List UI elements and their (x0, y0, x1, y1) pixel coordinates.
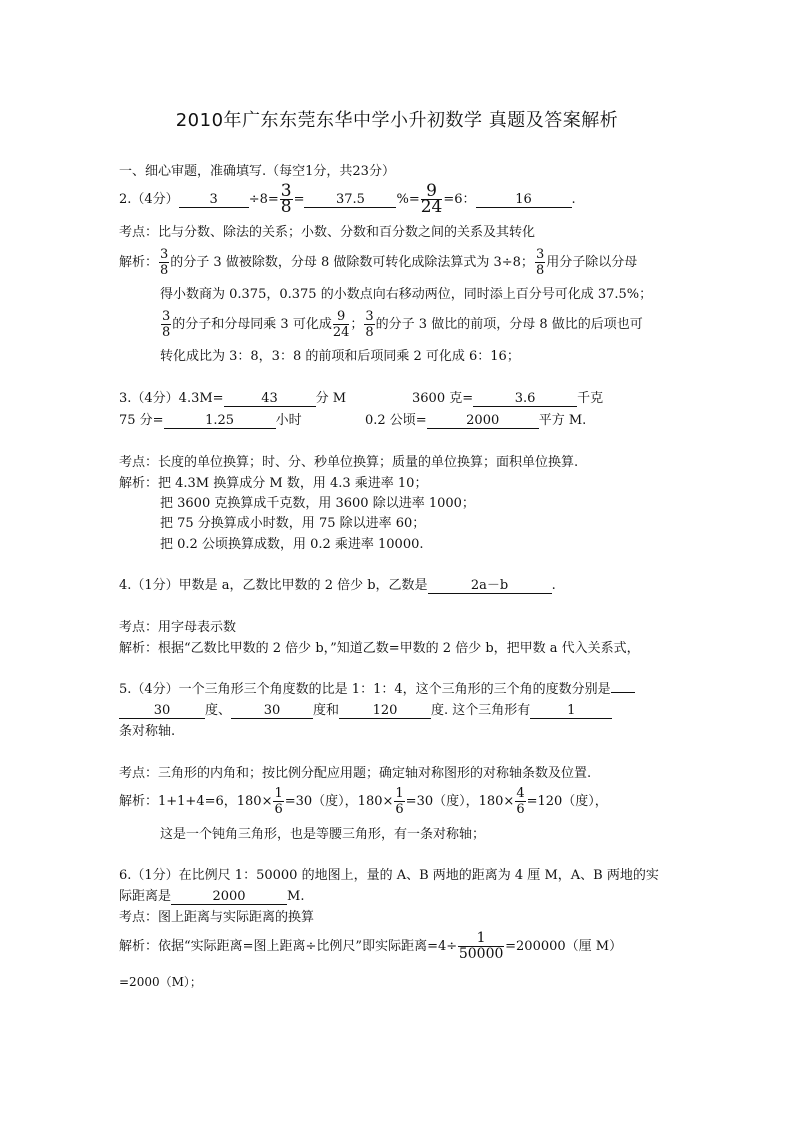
frac-den: 6 (516, 802, 525, 817)
page-title: 2010年广东东莞东华中学小升初数学 真题及答案解析 (175, 110, 619, 131)
q2-text: = (293, 192, 305, 207)
frac-den: 8 (160, 263, 169, 278)
q2-jiexi-line-4: 转化成比为 3：8，3：8 的前项和后项同乘 2 可化成 6：16； (160, 349, 520, 364)
q5-answer-4: 1 (530, 704, 612, 719)
q2-jiexi-line-2: 得小数商为 0.375，0.375 的小数点向右移动两位，同时添上百分号可化成 37.5%； (160, 287, 653, 302)
frac-num: 9 (333, 309, 350, 325)
fraction (273, 786, 283, 817)
jiexi-text: 的分子 3 做比的前项，分母 8 做比的后项也可 (375, 317, 643, 332)
frac-num: 3 (280, 181, 292, 201)
q5-blank-lead (611, 692, 635, 693)
q2-text: %= (396, 192, 420, 207)
q2-jiexi-line-3 (160, 309, 643, 340)
q3-jiexi-line-4: 把 0.2 公顷换算成数，用 0.2 乘进率 10000. (160, 537, 424, 552)
question-6-line-2 (119, 887, 304, 907)
q2-text: . (571, 192, 576, 207)
jiexi-text: ； (350, 317, 364, 332)
q6-answer-1: 2000 (171, 890, 287, 905)
fraction (364, 309, 374, 340)
q3-unit: 小时 (275, 413, 302, 428)
q6-kaodian: 考点：图上距离与实际距离的换算 (119, 910, 315, 925)
q3-unit: 平方 M. (538, 413, 587, 428)
frac-num: 1 (274, 786, 283, 801)
fraction (333, 309, 350, 340)
q5-jiexi-line-2: 这是一个钝角三角形，也是等腰三角形，有一条对称轴； (160, 827, 486, 842)
jiexi-text: =120（度）， (526, 794, 608, 809)
q4-answer-1: 2a－b (428, 579, 552, 594)
question-5-line-3: 条对称轴. (119, 724, 176, 739)
q3-text: 0.2 公顷= (365, 413, 427, 428)
fraction (394, 786, 404, 817)
section-heading: 一、细心审题，准确填写.（每空1分，共23分） (119, 164, 395, 179)
q2-answer-1: 3 (179, 193, 249, 208)
fraction (515, 786, 525, 817)
q2-fraction-3-8 (280, 181, 293, 217)
q3-jiexi-line-2: 把 3600 克换算成千克数，用 3600 除以进率 1000； (160, 496, 475, 511)
q5-jiexi-line-1 (119, 786, 608, 817)
q2-answer-2: 37.5 (304, 193, 396, 208)
q4-kaodian: 考点：用字母表示数 (119, 620, 237, 635)
frac-den: 8 (535, 263, 545, 278)
jiexi-text: 解析：依据“实际距离=图上距离÷比例尺”即实际距离=4÷ (119, 939, 458, 954)
question-5-line-2 (119, 701, 612, 721)
question-3-line-2 (119, 411, 302, 431)
q3-jiexi-line-3: 把 75 分换算成小时数，用 75 除以进率 60； (160, 516, 426, 531)
question-3-part-2 (412, 389, 603, 409)
frac-den: 6 (395, 802, 404, 817)
q4-jiexi-line-1: 解析：根据“乙数比甲数的 2 倍少 b，”知道乙数=甲数的 2 倍少 b，把甲数 a 代入关系式， (119, 641, 640, 656)
q2-text: ÷8= (248, 192, 279, 207)
q3-answer-2: 3.6 (473, 392, 577, 407)
q4-prefix: 4.（1分）甲数是 a，乙数比甲数的 2 倍少 b，乙数是 (119, 578, 428, 593)
q2-fraction-9-24 (420, 181, 443, 217)
frac-den: 8 (280, 197, 292, 217)
frac-num: 9 (421, 184, 443, 200)
q6-jiexi-line-1 (119, 931, 622, 963)
jiexi-text: =30（度），180× (284, 794, 394, 809)
q6-text: 际距离是 (119, 889, 172, 904)
q3-unit: 千克 (577, 391, 604, 406)
jiexi-text: 的分子 3 做被除数，分母 8 做除数可转化成除法算式为 3÷8； (170, 255, 534, 270)
q3-text: 3600 克= (412, 391, 474, 406)
q5-kaodian: 考点：三角形的内角和；按比例分配应用题；确定轴对称图形的对称轴条数及位置. (119, 766, 592, 781)
q3-jiexi-line-1: 解析：把 4.3M 换算成分 M 数，用 4.3 乘进率 10； (119, 476, 428, 491)
q5-text: 度. 这个三角形有 (431, 703, 531, 718)
jiexi-text: 的分子和分母同乘 3 可化成 (172, 317, 332, 332)
q5-text: 度、 (205, 703, 232, 718)
q3-text: 75 分= (119, 413, 164, 428)
fraction (159, 247, 169, 278)
fraction (161, 309, 171, 340)
q5-answer-3: 120 (339, 704, 431, 719)
frac-den: 24 (420, 197, 443, 217)
question-3-part-4 (365, 411, 586, 431)
q3-answer-3: 1.25 (164, 414, 276, 429)
frac-num: 3 (160, 247, 169, 262)
q6-text: M. (287, 889, 305, 904)
q3-unit: 分 M (315, 391, 347, 406)
jiexi-label: 解析： (119, 255, 159, 270)
q4-text: . (551, 578, 556, 593)
frac-den: 6 (274, 802, 283, 817)
question-3-line-1 (119, 389, 346, 409)
frac-den: 8 (365, 325, 374, 340)
q2-prefix: 2.（4分） (119, 192, 179, 207)
q3-prefix: 3.（4分）4.3M= (119, 391, 224, 406)
q3-answer-1: 43 (224, 392, 316, 407)
q3-answer-4: 2000 (427, 414, 539, 429)
q6-jiexi-line-2: =2000（M）； (119, 975, 202, 989)
frac-num: 3 (365, 309, 374, 324)
question-2 (119, 181, 576, 217)
frac-den: 8 (162, 325, 171, 340)
frac-num: 4 (516, 786, 525, 801)
question-4 (119, 576, 556, 596)
q5-answer-2: 30 (231, 704, 313, 719)
frac-num: 3 (162, 309, 171, 324)
frac-den: 50000 (458, 946, 504, 962)
fraction (458, 931, 504, 962)
fraction (535, 247, 545, 278)
q5-answer-1: 30 (119, 704, 205, 719)
q2-answer-3: 16 (476, 193, 572, 208)
q2-jiexi-line-1 (119, 247, 637, 278)
q2-text: =6： (443, 192, 476, 207)
jiexi-text: =30（度），180× (405, 794, 515, 809)
jiexi-text: 用分子除以分母 (546, 255, 638, 270)
q5-prefix: 5.（4分）一个三角形三个角度数的比是 1：1：4，这个三角形的三个角的度数分别是 (119, 682, 611, 697)
jiexi-text: 解析：1+1+4=6，180× (119, 794, 273, 809)
question-6-line-1: 6.（1分）在比例尺 1：50000 的地图上，量的 A、B 两地的距离为 4 厘 M，A、B 两地的实 (119, 868, 659, 883)
frac-num: 1 (395, 786, 404, 801)
q5-text: 度和 (313, 703, 340, 718)
q3-kaodian: 考点：长度的单位换算；时、分、秒单位换算；质量的单位换算；面积单位换算. (119, 455, 579, 470)
frac-num: 1 (458, 931, 504, 947)
jiexi-text: =200000（厘 M） (505, 939, 623, 954)
frac-den: 24 (332, 325, 350, 340)
q2-kaodian: 考点：比与分数、除法的关系；小数、分数和百分数之间的关系及其转化 (119, 225, 536, 240)
frac-num: 3 (535, 247, 545, 262)
question-5-line-1 (119, 680, 635, 700)
